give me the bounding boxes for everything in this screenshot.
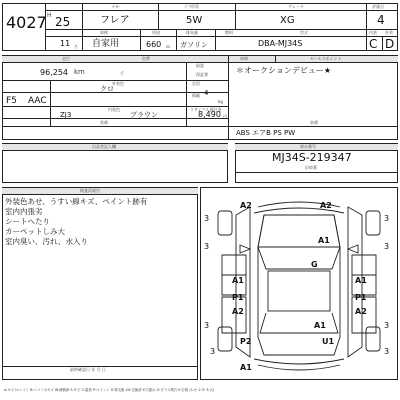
- sales-point-label: セールスポイント: [310, 56, 342, 61]
- memo-label: 出品者記入欄: [92, 144, 116, 149]
- aircon-value: AAC: [28, 96, 47, 106]
- interior-color-label: 内装色: [108, 107, 120, 112]
- tire-rear-left: 3: [210, 347, 216, 356]
- exterior-label: 外装: [385, 30, 393, 35]
- distance-label: 走行: [62, 56, 70, 61]
- note-1: 外装色あせ、うすい線キズ、ペイント跡有: [5, 197, 148, 206]
- damage-p1-right-door: P1: [355, 293, 367, 302]
- note-3: シートへたり: [5, 217, 50, 226]
- damage-a2-front-left: A2: [240, 201, 252, 210]
- damage-p2-rear-quarter: P2: [240, 337, 252, 346]
- damage-a2-left-rear-door: A2: [232, 307, 244, 316]
- kg-unit: kg: [218, 99, 223, 104]
- car-name: フレア: [100, 15, 130, 26]
- features-label: 装備: [310, 120, 318, 125]
- tire-mid-right: 3: [384, 242, 390, 251]
- damage-u1-tailgate: U1: [322, 337, 335, 346]
- interior-label: 内装: [369, 30, 377, 35]
- model-code: DBA-MJ34S: [258, 39, 303, 48]
- old-plate-label: 旧車番: [305, 165, 317, 170]
- damage-a1-left-fender: A1: [232, 276, 244, 285]
- fuel-value: ガソリン: [180, 41, 208, 49]
- tire-mid-left: 3: [204, 242, 210, 251]
- footer-legend: A:キズ U:ヘコミ B:ヘコミ小キズ W:補修跡 S:サビ C:腐食 P:ペイント X:要交換 XX:交換済 Y:穴割れ G:ガラス飛石 E:打痕 (1:小 2:中 3:大): [4, 388, 215, 392]
- color-code-label: 色替: [142, 56, 150, 61]
- equipment-label: 装備: [100, 120, 108, 125]
- sales-point-value: ＊オークションデビュー★: [236, 66, 332, 75]
- damage-a1-rear-bumper: A1: [240, 363, 252, 372]
- note-4: カーペットしみ大: [5, 227, 65, 236]
- tire-rear-left-upper: 3: [204, 321, 210, 330]
- maker-label: ﾒｰｶｰ: [112, 4, 120, 9]
- tire-rear-right: 3: [384, 347, 390, 356]
- score-label: 評価点: [372, 4, 384, 9]
- exterior-score: D: [385, 37, 395, 51]
- use-label: 用途: [152, 30, 160, 35]
- damage-g-windshield: G: [311, 260, 318, 269]
- shift-value: F5: [6, 96, 17, 106]
- grade-label: グレード: [288, 4, 304, 9]
- inspection-title: 検査員報告: [80, 188, 100, 193]
- manual-label: 取説: [196, 63, 204, 68]
- body-color: クロ: [100, 85, 114, 93]
- recycle-label: リサイクル預託金: [190, 107, 222, 112]
- damage-a1-right-fender: A1: [355, 276, 367, 285]
- door-label: ﾄﾞｱ形状: [185, 4, 199, 9]
- note-5: 室内臭い、汚れ、水入り: [5, 237, 88, 246]
- score-value: 4: [377, 13, 385, 27]
- damage-a1-hood: A1: [318, 236, 330, 245]
- color-label: 外装色: [112, 81, 124, 86]
- note-2: 室内内張劣: [5, 207, 43, 216]
- damage-p1-left-door: P1: [232, 293, 244, 302]
- km-unit: km: [74, 68, 85, 76]
- chassis-number: MJ34S-219347: [272, 151, 352, 164]
- model-code-label: 型式: [300, 30, 308, 35]
- displacement-label: 排気量: [186, 30, 198, 35]
- displacement-value: 660: [146, 40, 162, 49]
- warranty-label: 保証書: [196, 72, 208, 77]
- reg-month: 11: [60, 39, 71, 48]
- mileage-suffix: 千: [120, 71, 124, 76]
- tire-front-left-outer: 3: [204, 214, 210, 223]
- lot-number: 4027: [6, 13, 47, 32]
- damage-a2-front-right: A2: [320, 201, 332, 210]
- damage-a1-roof: A1: [314, 321, 326, 330]
- grade-value: XG: [280, 15, 295, 26]
- month-unit: 月: [74, 44, 78, 49]
- chassis-label: 車台番号: [300, 144, 316, 149]
- door-type: 5W: [186, 15, 203, 26]
- tire-rear-right-upper: 3: [384, 321, 390, 330]
- tire-front-right-outer: 3: [384, 214, 390, 223]
- inspection-label: 車検: [240, 56, 248, 61]
- year-value: 25: [55, 15, 71, 29]
- capacity-label: 定員: [192, 81, 200, 86]
- fuel-label: 燃料: [225, 30, 233, 35]
- damage-a2-right-rear-door: A2: [355, 307, 367, 316]
- use-value: 自家用: [92, 39, 120, 49]
- mileage-value: 96,254: [40, 68, 68, 77]
- color-code-value: ZJ3: [60, 111, 72, 119]
- interior-score: C: [369, 37, 378, 51]
- load-label: 積載: [192, 93, 200, 98]
- interior-color: ブラウン: [130, 111, 158, 119]
- car-outline-diagram: [200, 187, 398, 380]
- equipment-value: ABS エアB PS PW: [236, 129, 296, 137]
- capacity-value: 4: [204, 89, 209, 97]
- reg-label: 車検: [100, 30, 108, 35]
- recycle-fee: 8,490: [198, 110, 221, 119]
- era-label: H: [47, 12, 52, 19]
- yen-unit: 円: [223, 114, 227, 119]
- inspection-footer: 最終確認日 年 月 日: [70, 367, 106, 372]
- cc-unit: cc: [166, 44, 171, 49]
